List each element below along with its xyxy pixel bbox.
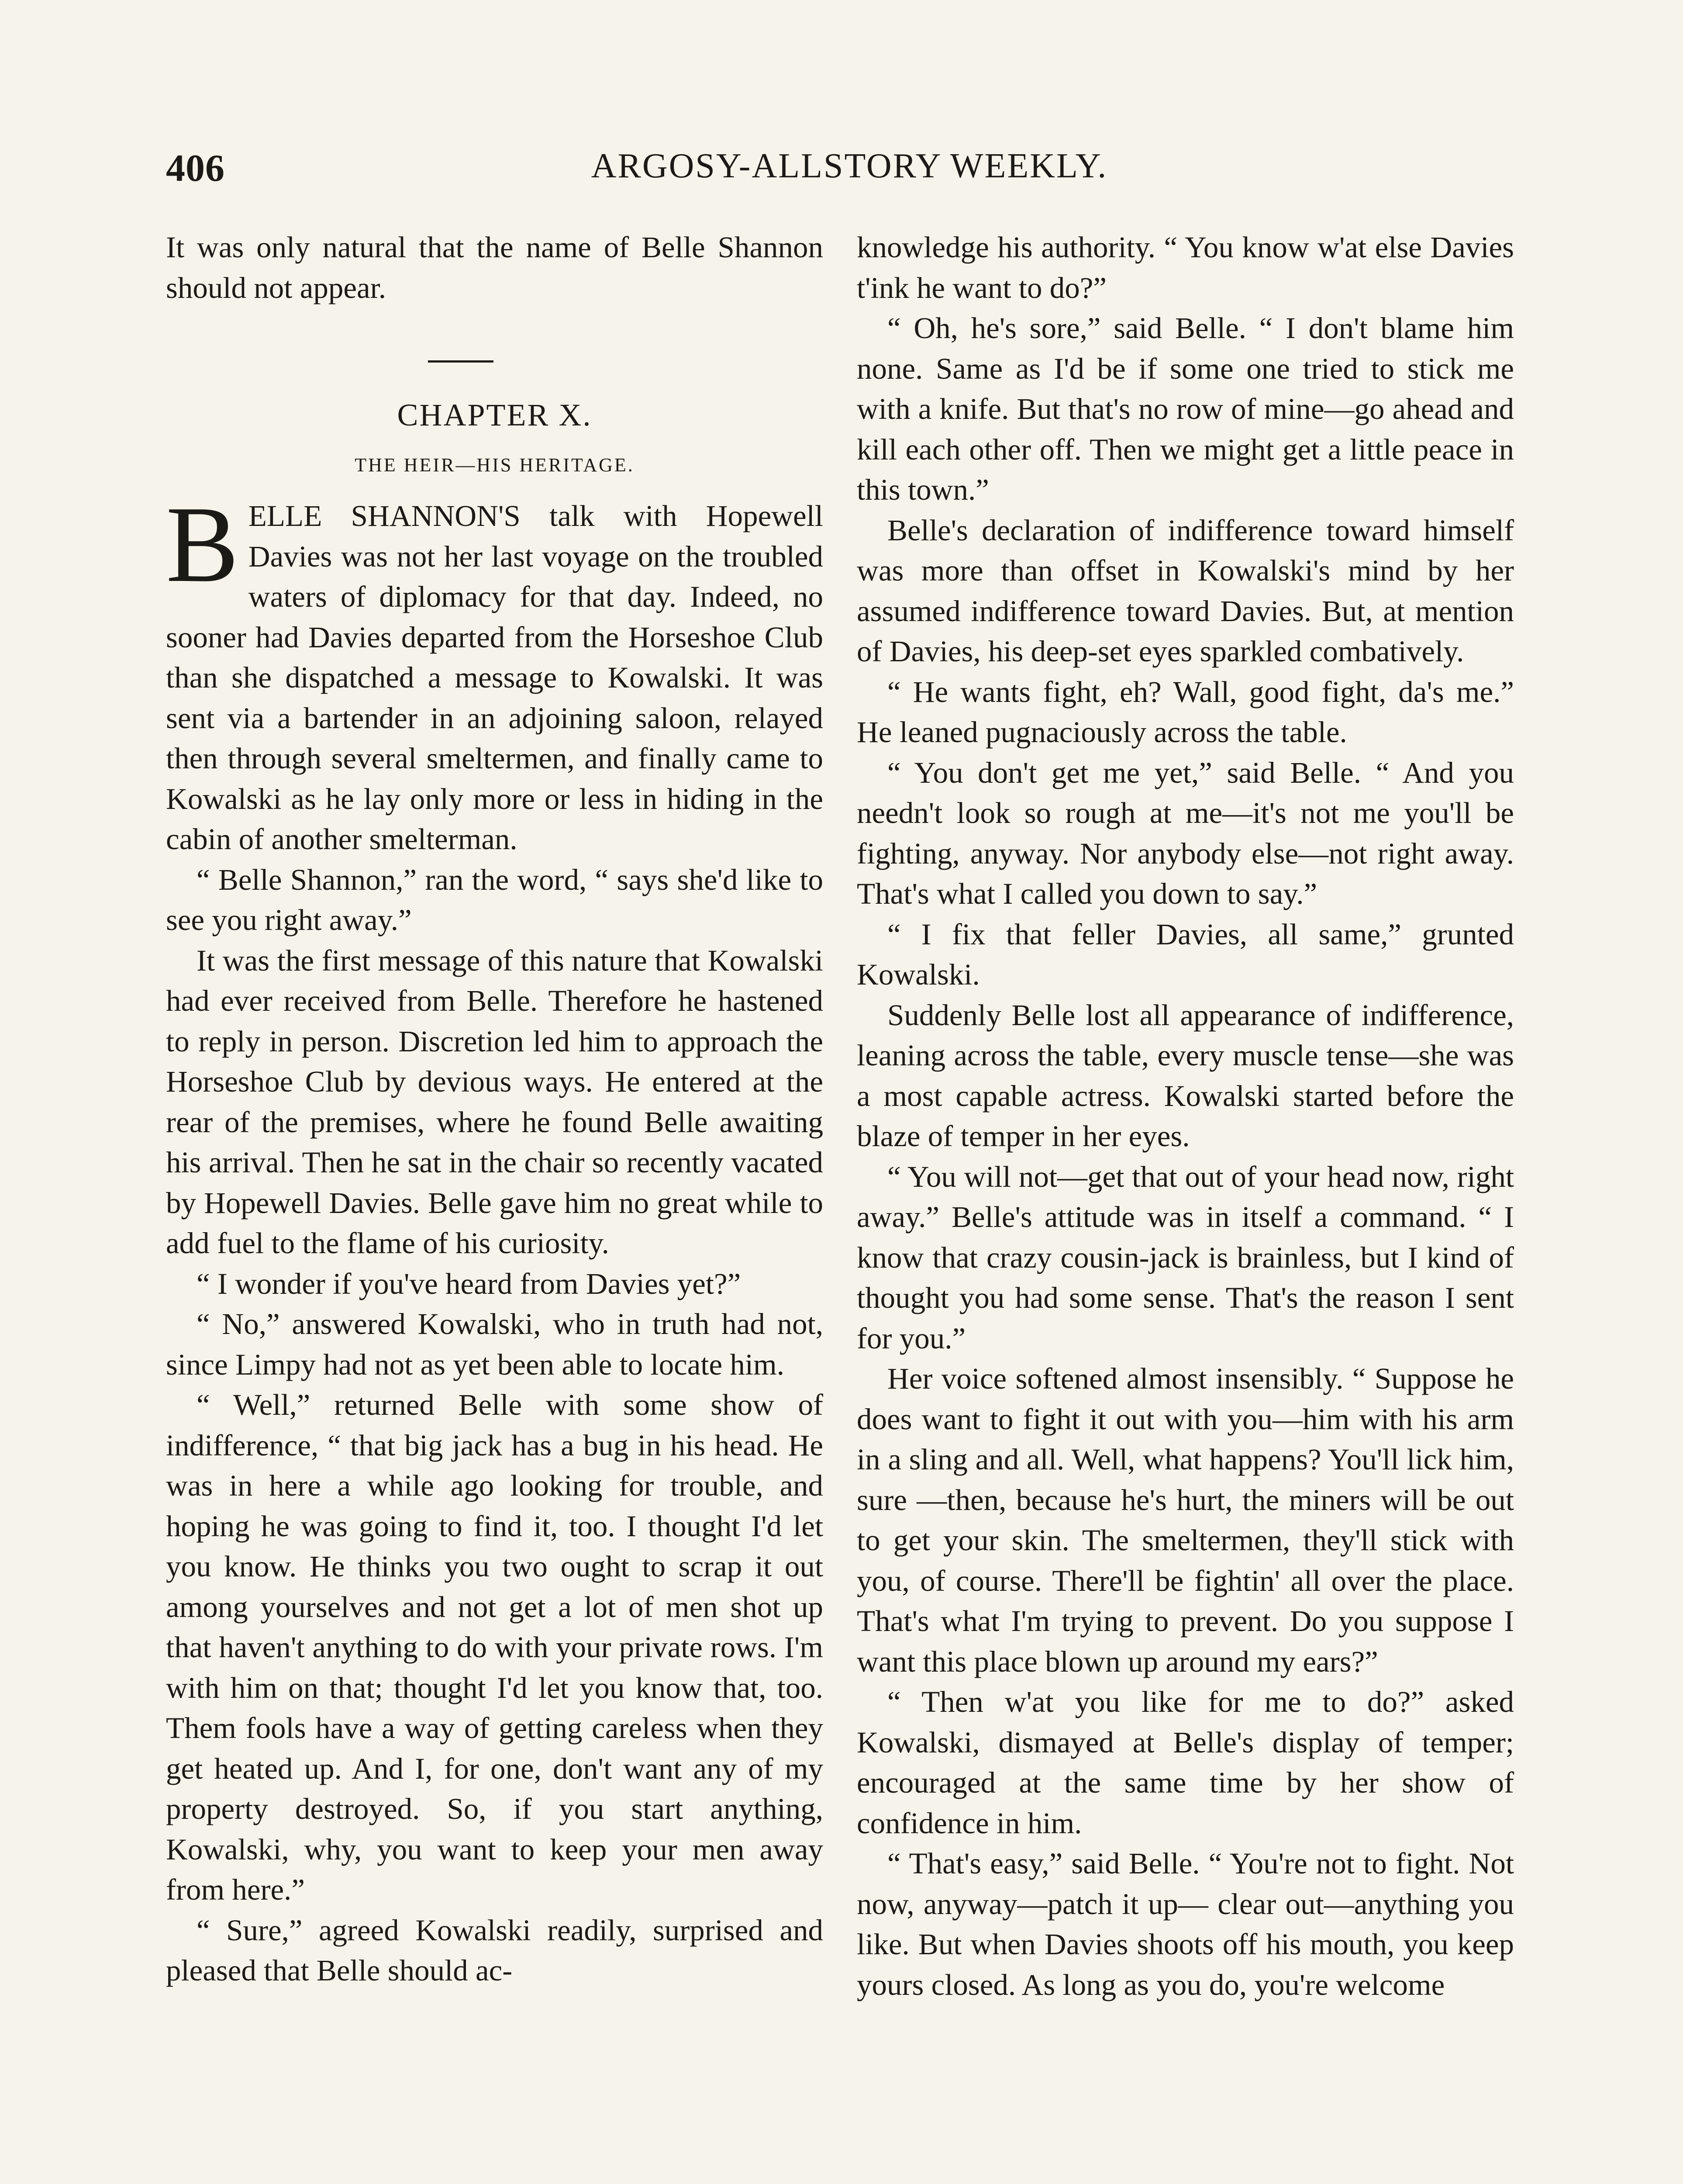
- running-head: ARGOSY-ALLSTORY WEEKLY.: [591, 147, 1108, 185]
- paragraph: “ You don't get me yet,” said Belle. “ And you needn't look so rough at me—it's not me you'll be fighting, anyway. Nor anybody else—not right away. That's what I called you down to say.”: [857, 756, 1514, 910]
- paragraph: Her voice softened almost insensibly. “ Suppose he does want to fight it out with you—him with his arm in a sling and all. Well, what happens? You'll lick him, sure —then, because he's hurt, the miners will be out to get your skin. The smeltermen, they'll stick with you, of course. There'll be fightin' all over the place. That's what I'm trying to prevent. Do you suppose I want this place blown up around my ears?”: [857, 1362, 1514, 1678]
- drop-cap: B: [166, 484, 239, 605]
- paragraph: “ Then w'at you like for me to do?” asked Kowalski, dismayed at Belle's display of temper; encouraged at the same time by her show of confidence in him.: [857, 1685, 1514, 1840]
- page-number: 406: [166, 147, 225, 190]
- paragraph: “ Belle Shannon,” ran the word, “ says she'd like to see you right away.”: [166, 863, 823, 936]
- paragraph: “ Oh, he's sore,” said Belle. “ I don't blame him none. Same as I'd be if some one tried to stick me with a knife. But that's no row of mine—go ahead and kill each other off. Then we might get a little peace in this town.”: [857, 311, 1514, 506]
- paragraph: Belle's declaration of indifference toward himself was more than offset in Kowalski's mind by her assumed indifference toward Davies. But, at mention of Davies, his deep-set eyes sparkled combatively.: [857, 513, 1514, 668]
- chapter-title: CHAPTER X.: [397, 397, 592, 432]
- continued-paragraph: knowledge his authority. “ You know w'at else Davies t'ink he want to do?”: [857, 231, 1514, 304]
- right-column: [857, 227, 1514, 2005]
- left-column: [166, 227, 823, 1991]
- paragraph: “ You will not—get that out of your head now, right away.” Belle's attitude was in itself a command. “ I know that crazy cousin-jack is brainless, but I kind of thought you had some sense. That's the reason I sent for you.”: [857, 1160, 1514, 1355]
- section-divider: [166, 308, 823, 387]
- paragraph: It was the first message of this nature that Kowalski had ever received from Belle. Therefore he hastened to reply in person. Discretion led him to approach the Horseshoe Club by devious ways. He entered at the rear of the premises, where he found Belle awaiting his arrival. Then he sat in the chair so recently vacated by Hopewell Davies. Belle gave him no great while to add fuel to the flame of his curiosity.: [166, 943, 823, 1260]
- paragraph: [166, 484, 823, 860]
- paragraph: “ Well,” returned Belle with some show of indifference, “ that big jack has a bug in his head. He was in here a while ago looking for trouble, and hoping he was going to find it, too. I thought I'd let you know. He thinks you two ought to scrap it out among yourselves and not get a lot of men shot up that haven't anything to do with your private rows. I'm with him on that; thought I'd let you know that, too. Them fools have a way of getting careless when they get heated up. And I, for one, don't want any of my property destroyed. So, if you start anything, Kowalski, why, you want to keep your men away from here.”: [166, 1388, 823, 1906]
- paragraph: Suddenly Belle lost all appearance of indifference, leaning across the table, every muscle tense—she was a most capable actress. Kowalski started before the blaze of temper in her eyes.: [857, 998, 1514, 1153]
- paragraph: “ He wants fight, eh? Wall, good fight, da's me.” He leaned pugnaciously across the table.: [857, 675, 1514, 749]
- paragraph-text: ELLE SHANNON'S talk with Hopewell Davies was not her last voyage on the troubled waters of diplomacy for that day. Indeed, no sooner had Davies departed from the Horseshoe Club than she dispatched a message to Kowalski. It was sent via a bartender in an adjoining saloon, relayed then through several smeltermen, and finally came to Kowalski as he lay only more or less in hiding in the cabin of another smelterman.: [166, 499, 823, 856]
- paragraph: “ Sure,” agreed Kowalski readily, surprised and pleased that Belle should ac-: [166, 1913, 823, 1987]
- paragraph: “ I wonder if you've heard from Davies yet?”: [197, 1267, 741, 1300]
- paragraph: “ I fix that feller Davies, all same,” grunted Kowalski.: [857, 917, 1514, 991]
- page-header: [166, 146, 1533, 199]
- paragraph: “ No,” answered Kowalski, who in truth had not, since Limpy had not as yet been able to locate him.: [166, 1307, 823, 1381]
- chapter-subtitle: THE HEIR—HIS HERITAGE.: [355, 454, 635, 476]
- opening-paragraph: It was only natural that the name of Belle Shannon should not appear.: [166, 231, 823, 304]
- paragraph: “ That's easy,” said Belle. “ You're not to fight. Not now, anyway—patch it up— clear out—anything you like. But when Davies shoots off his mouth, you keep yours closed. As long as you do, you're welcome: [857, 1847, 1514, 2001]
